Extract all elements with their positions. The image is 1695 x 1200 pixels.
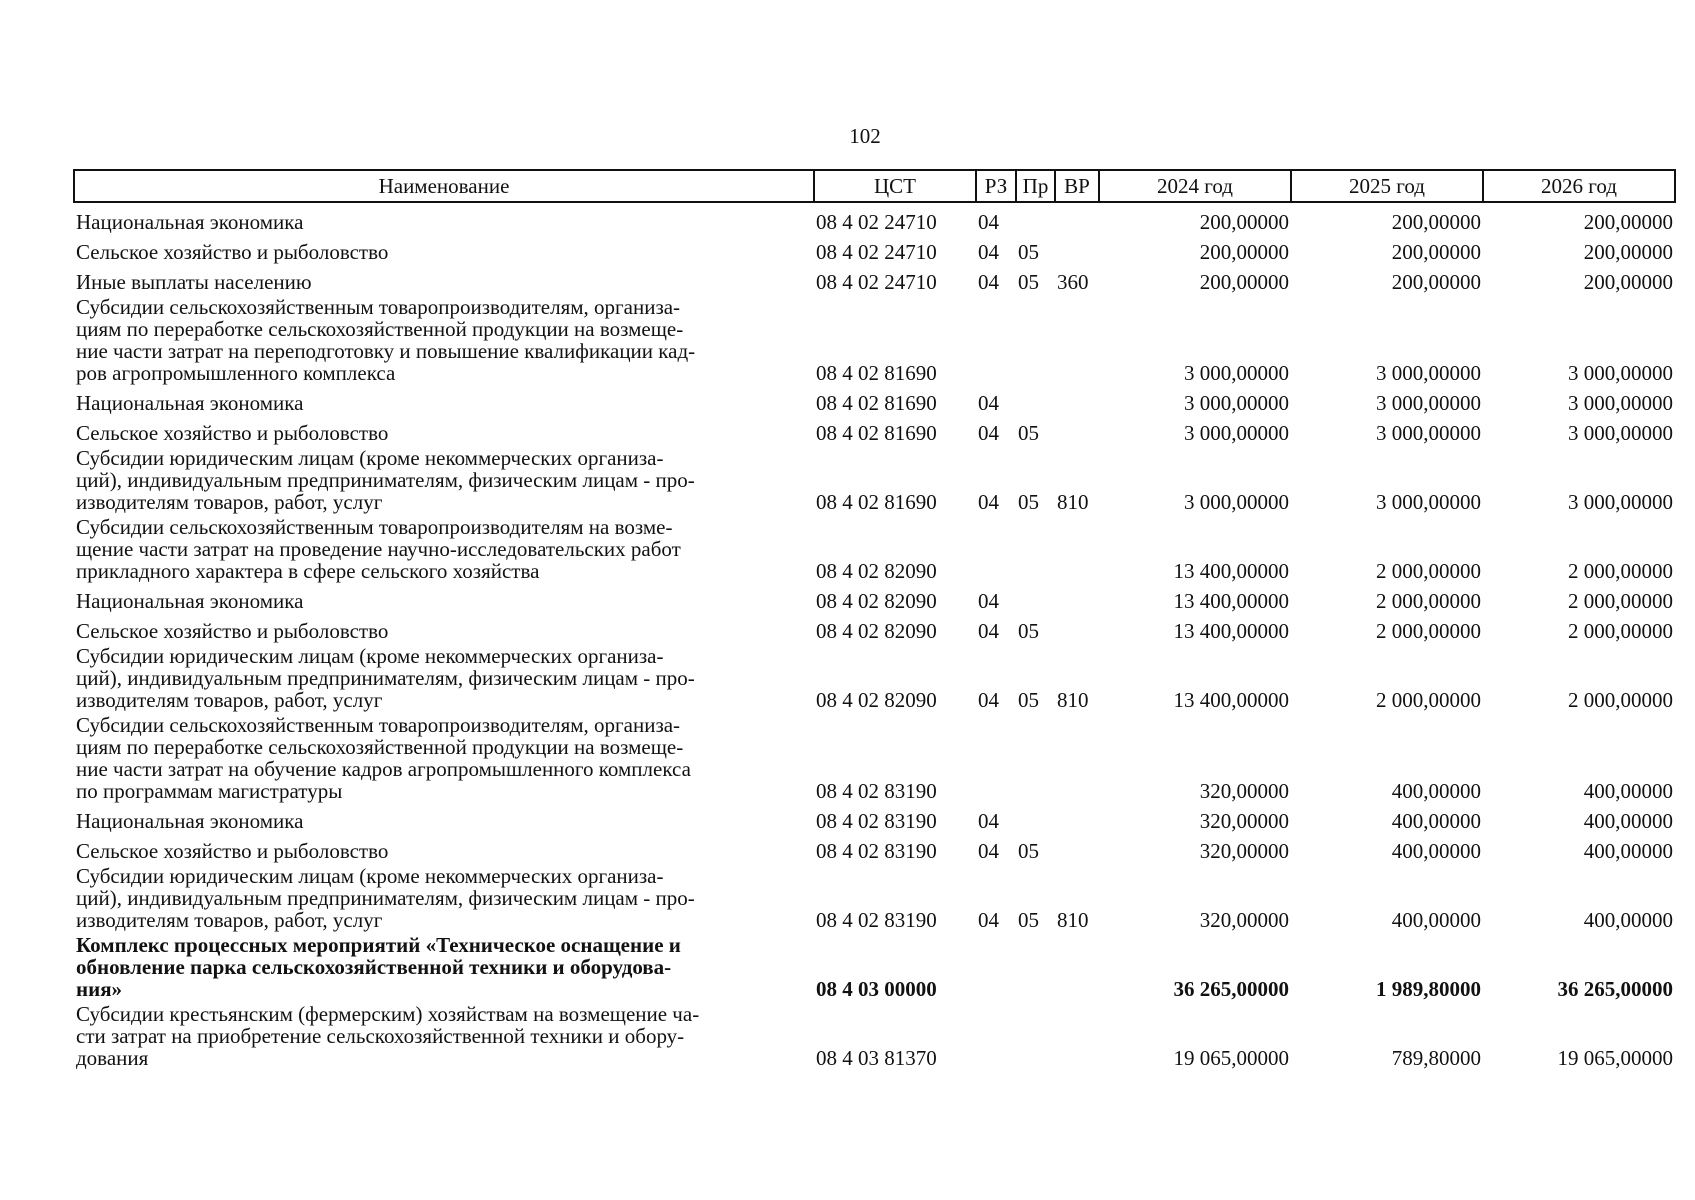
row-pr bbox=[1016, 384, 1055, 414]
row-pr bbox=[1016, 513, 1055, 582]
row-2026-amount: 36 265,00000 bbox=[1557, 977, 1673, 1001]
row-pr: 05 bbox=[1018, 908, 1039, 932]
row-csr: 08 4 02 83190 bbox=[816, 839, 937, 863]
row-csr: 08 4 02 82090 bbox=[816, 619, 937, 643]
row-2024-amount: 19 065,00000 bbox=[1173, 1046, 1289, 1070]
row-csr: 08 4 02 82090 bbox=[816, 589, 937, 613]
row-2025-amount: 3 000,00000 bbox=[1376, 421, 1481, 445]
table-row bbox=[74, 263, 1675, 293]
row-vr bbox=[1055, 414, 1099, 444]
row-2024-amount: 320,00000 bbox=[1199, 908, 1289, 932]
row-csr: 08 4 02 24710 bbox=[816, 270, 937, 294]
row-vr: 360 bbox=[1057, 270, 1089, 294]
row-2026-amount: 2 000,00000 bbox=[1568, 688, 1673, 712]
row-2025-amount: 2 000,00000 bbox=[1376, 619, 1481, 643]
row-vr bbox=[1055, 233, 1099, 263]
row-2025-amount: 2 000,00000 bbox=[1376, 559, 1481, 583]
row-vr: 810 bbox=[1057, 908, 1089, 932]
row-pr bbox=[1016, 1000, 1055, 1069]
row-name: Субсидии юридическим лицам (кроме некоммерческих организа- ций), индивидуальным предпринимателям, физическим лицам - про- изводителям товаров, работ, услуг bbox=[76, 644, 695, 712]
header-2024: 2024 год bbox=[1099, 170, 1291, 202]
row-csr: 08 4 02 24710 bbox=[816, 240, 937, 264]
row-rz: 04 bbox=[978, 809, 999, 833]
row-name: Субсидии юридическим лицам (кроме некоммерческих организа- ций), индивидуальным предпринимателям, физическим лицам - про- изводителям товаров, работ, услуг bbox=[76, 446, 695, 514]
row-2025-amount: 200,00000 bbox=[1391, 210, 1481, 234]
header-2026: 2026 год bbox=[1483, 170, 1675, 202]
row-2025-amount: 400,00000 bbox=[1391, 908, 1481, 932]
row-2025-amount: 2 000,00000 bbox=[1376, 589, 1481, 613]
header-rz: РЗ bbox=[976, 170, 1016, 202]
row-rz bbox=[976, 711, 1016, 802]
row-vr bbox=[1055, 293, 1099, 384]
row-2025-amount: 400,00000 bbox=[1391, 809, 1481, 833]
row-2026-amount: 400,00000 bbox=[1583, 809, 1673, 833]
row-pr bbox=[1016, 202, 1055, 233]
row-pr: 05 bbox=[1018, 421, 1039, 445]
table-row bbox=[74, 202, 1675, 233]
row-2024-amount: 200,00000 bbox=[1199, 270, 1289, 294]
row-vr bbox=[1055, 711, 1099, 802]
row-2026-amount: 200,00000 bbox=[1583, 210, 1673, 234]
row-2026-amount: 2 000,00000 bbox=[1568, 619, 1673, 643]
row-2026-amount: 400,00000 bbox=[1583, 779, 1673, 803]
row-2025-amount: 400,00000 bbox=[1391, 779, 1481, 803]
row-2024-amount: 36 265,00000 bbox=[1173, 977, 1289, 1001]
row-csr: 08 4 02 81690 bbox=[816, 421, 937, 445]
row-vr bbox=[1055, 202, 1099, 233]
row-2025-amount: 3 000,00000 bbox=[1376, 490, 1481, 514]
row-2024-amount: 320,00000 bbox=[1199, 839, 1289, 863]
row-name: Комплекс процессных мероприятий «Техническое оснащение и обновление парка сельскохозяйственной техники и оборудова- ния» bbox=[76, 933, 681, 1001]
row-name: Сельское хозяйство и рыболовство bbox=[76, 839, 389, 863]
row-name: Иные выплаты населению bbox=[76, 270, 312, 294]
table-body bbox=[74, 202, 1675, 1069]
table-row bbox=[74, 612, 1675, 642]
table-row bbox=[74, 513, 1675, 582]
row-pr: 05 bbox=[1018, 240, 1039, 264]
row-name: Национальная экономика bbox=[76, 809, 304, 833]
row-rz bbox=[976, 931, 1016, 1000]
row-vr bbox=[1055, 832, 1099, 862]
row-name: Сельское хозяйство и рыболовство bbox=[76, 619, 389, 643]
table-row bbox=[74, 582, 1675, 612]
row-2025-amount: 200,00000 bbox=[1391, 240, 1481, 264]
row-2026-amount: 400,00000 bbox=[1583, 839, 1673, 863]
row-pr: 05 bbox=[1018, 619, 1039, 643]
row-2026-amount: 3 000,00000 bbox=[1568, 490, 1673, 514]
row-2024-amount: 3 000,00000 bbox=[1184, 490, 1289, 514]
row-pr: 05 bbox=[1018, 270, 1039, 294]
header-csr: ЦСТ bbox=[814, 170, 976, 202]
row-name: Субсидии сельскохозяйственным товаропроизводителям, организа- циям по переработке сельскохозяйственной продукции на возмеще- ние части затрат на переподготовку и повышение квалификации кад- ров агропромышленного комплекса bbox=[76, 295, 696, 385]
row-rz: 04 bbox=[978, 421, 999, 445]
row-rz: 04 bbox=[978, 839, 999, 863]
header-pr: Пр bbox=[1016, 170, 1055, 202]
table-row bbox=[74, 802, 1675, 832]
table-row bbox=[74, 931, 1675, 1000]
row-2025-amount: 3 000,00000 bbox=[1376, 361, 1481, 385]
row-csr: 08 4 02 81690 bbox=[816, 361, 937, 385]
row-name: Субсидии крестьянским (фермерским) хозяйствам на возмещение ча- сти затрат на приобретение сельскохозяйственной техники и обору- дования bbox=[76, 1002, 700, 1070]
row-2026-amount: 200,00000 bbox=[1583, 270, 1673, 294]
row-csr: 08 4 02 83190 bbox=[816, 809, 937, 833]
row-rz: 04 bbox=[978, 619, 999, 643]
header-vr: ВР bbox=[1055, 170, 1099, 202]
row-csr: 08 4 02 82090 bbox=[816, 559, 937, 583]
row-pr: 05 bbox=[1018, 490, 1039, 514]
row-csr: 08 4 02 83190 bbox=[816, 908, 937, 932]
row-csr: 08 4 03 81370 bbox=[816, 1046, 937, 1070]
row-2024-amount: 320,00000 bbox=[1199, 809, 1289, 833]
table-row bbox=[74, 293, 1675, 384]
row-csr: 08 4 02 81690 bbox=[816, 490, 937, 514]
row-2025-amount: 1 989,80000 bbox=[1376, 977, 1481, 1001]
table-row bbox=[74, 642, 1675, 711]
row-2026-amount: 3 000,00000 bbox=[1568, 391, 1673, 415]
table-row bbox=[74, 832, 1675, 862]
table-header-row bbox=[74, 170, 1675, 202]
table-row bbox=[74, 414, 1675, 444]
row-vr bbox=[1055, 612, 1099, 642]
row-pr bbox=[1016, 711, 1055, 802]
row-pr bbox=[1016, 802, 1055, 832]
row-csr: 08 4 02 24710 bbox=[816, 210, 937, 234]
row-vr: 810 bbox=[1057, 490, 1089, 514]
row-vr: 810 bbox=[1057, 688, 1089, 712]
row-name: Национальная экономика bbox=[76, 589, 304, 613]
row-pr bbox=[1016, 582, 1055, 612]
row-name: Национальная экономика bbox=[76, 210, 304, 234]
row-2024-amount: 13 400,00000 bbox=[1173, 619, 1289, 643]
row-2025-amount: 789,80000 bbox=[1391, 1046, 1481, 1070]
row-2026-amount: 19 065,00000 bbox=[1557, 1046, 1673, 1070]
row-2024-amount: 320,00000 bbox=[1199, 779, 1289, 803]
row-name: Субсидии сельскохозяйственным товаропроизводителям, организа- циям по переработке сельскохозяйственной продукции на возмеще- ние части затрат на обучение кадров агропромышленного комплекса по программам магистратуры bbox=[76, 713, 691, 803]
row-2025-amount: 400,00000 bbox=[1391, 839, 1481, 863]
row-2024-amount: 13 400,00000 bbox=[1173, 559, 1289, 583]
row-rz: 04 bbox=[978, 240, 999, 264]
header-name: Наименование bbox=[74, 170, 814, 202]
row-name: Субсидии сельскохозяйственным товаропроизводителям на возме- щение части затрат на проведение научно-исследовательских работ прикладного характера в сфере сельского хозяйства bbox=[76, 515, 681, 583]
row-name: Субсидии юридическим лицам (кроме некоммерческих организа- ций), индивидуальным предпринимателям, физическим лицам - про- изводителям товаров, работ, услуг bbox=[76, 864, 695, 932]
row-rz bbox=[976, 513, 1016, 582]
row-rz: 04 bbox=[978, 589, 999, 613]
header-2025: 2025 год bbox=[1291, 170, 1483, 202]
row-2024-amount: 3 000,00000 bbox=[1184, 391, 1289, 415]
row-vr bbox=[1055, 802, 1099, 832]
row-rz bbox=[976, 1000, 1016, 1069]
row-rz: 04 bbox=[978, 908, 999, 932]
row-pr: 05 bbox=[1018, 688, 1039, 712]
row-2025-amount: 200,00000 bbox=[1391, 270, 1481, 294]
row-vr bbox=[1055, 384, 1099, 414]
page-number: 102 bbox=[849, 124, 881, 148]
row-vr bbox=[1055, 1000, 1099, 1069]
row-2025-amount: 2 000,00000 bbox=[1376, 688, 1481, 712]
row-rz bbox=[976, 293, 1016, 384]
row-rz: 04 bbox=[978, 490, 999, 514]
table-row bbox=[74, 384, 1675, 414]
row-name: Сельское хозяйство и рыболовство bbox=[76, 240, 389, 264]
row-2026-amount: 200,00000 bbox=[1583, 240, 1673, 264]
row-2024-amount: 200,00000 bbox=[1199, 210, 1289, 234]
row-2026-amount: 2 000,00000 bbox=[1568, 589, 1673, 613]
row-name: Сельское хозяйство и рыболовство bbox=[76, 421, 389, 445]
row-vr bbox=[1055, 513, 1099, 582]
row-pr: 05 bbox=[1018, 839, 1039, 863]
row-2026-amount: 400,00000 bbox=[1583, 908, 1673, 932]
row-2026-amount: 3 000,00000 bbox=[1568, 421, 1673, 445]
row-vr bbox=[1055, 582, 1099, 612]
row-csr: 08 4 03 00000 bbox=[816, 977, 937, 1001]
table-row bbox=[74, 444, 1675, 513]
row-2024-amount: 3 000,00000 bbox=[1184, 421, 1289, 445]
row-csr: 08 4 02 81690 bbox=[816, 391, 937, 415]
budget-table bbox=[73, 169, 1676, 1069]
table-row bbox=[74, 233, 1675, 263]
row-2026-amount: 2 000,00000 bbox=[1568, 559, 1673, 583]
row-rz: 04 bbox=[978, 688, 999, 712]
table-row bbox=[74, 711, 1675, 802]
row-csr: 08 4 02 82090 bbox=[816, 688, 937, 712]
row-rz: 04 bbox=[978, 391, 999, 415]
row-2026-amount: 3 000,00000 bbox=[1568, 361, 1673, 385]
row-csr: 08 4 02 83190 bbox=[816, 779, 937, 803]
row-name: Национальная экономика bbox=[76, 391, 304, 415]
row-rz: 04 bbox=[978, 210, 999, 234]
row-pr bbox=[1016, 931, 1055, 1000]
row-2024-amount: 3 000,00000 bbox=[1184, 361, 1289, 385]
row-rz: 04 bbox=[978, 270, 999, 294]
row-2024-amount: 200,00000 bbox=[1199, 240, 1289, 264]
row-2025-amount: 3 000,00000 bbox=[1376, 391, 1481, 415]
table-row bbox=[74, 1000, 1675, 1069]
row-2024-amount: 13 400,00000 bbox=[1173, 688, 1289, 712]
row-2024-amount: 13 400,00000 bbox=[1173, 589, 1289, 613]
row-pr bbox=[1016, 293, 1055, 384]
table-row bbox=[74, 862, 1675, 931]
row-vr bbox=[1055, 931, 1099, 1000]
